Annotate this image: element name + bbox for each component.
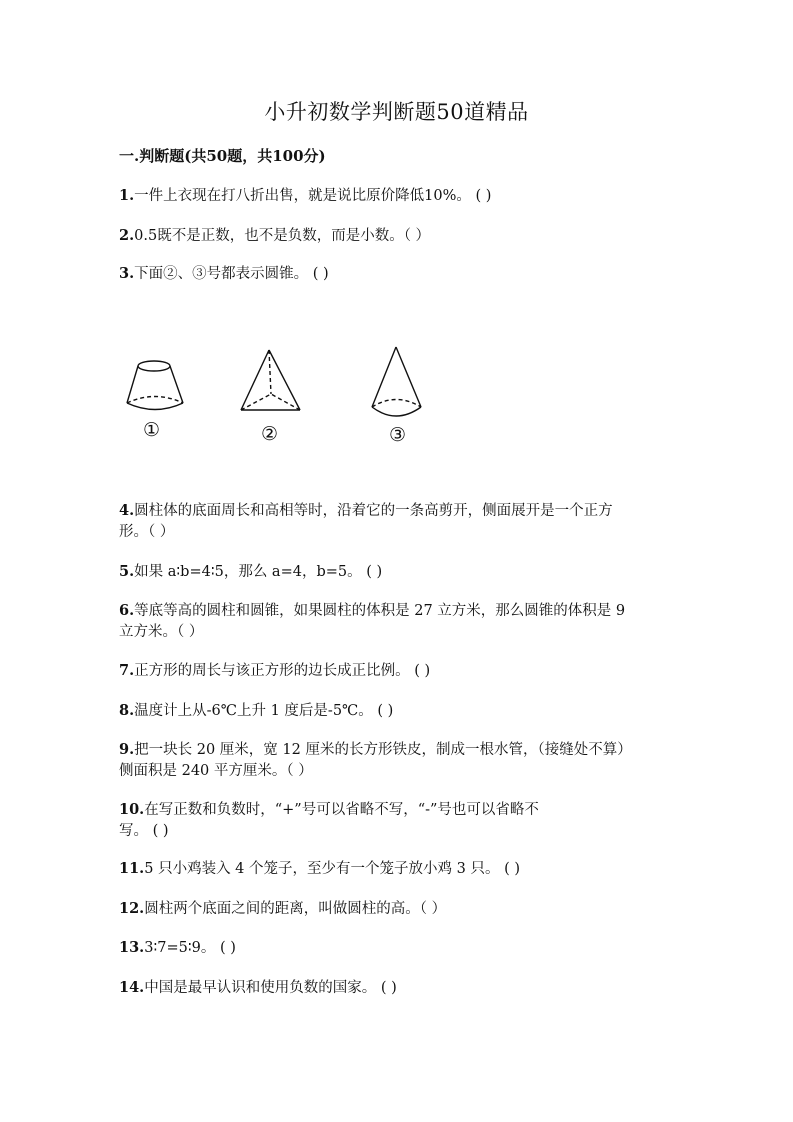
figure-label-2: ② xyxy=(261,423,279,445)
question-number: 10. xyxy=(119,801,145,818)
question-number: 6. xyxy=(119,602,135,619)
question-text-continued: 侧面积是 240 平方厘米。（ ） xyxy=(119,763,313,779)
question-text: 圆柱两个底面之间的距离，叫做圆柱的高。（ ） xyxy=(144,901,447,917)
question-text: 0.5既不是正数，也不是负数，而是小数。（ ） xyxy=(134,228,431,244)
question-text: 等底等高的圆柱和圆锥，如果圆柱的体积是 27 立方米，那么圆锥的体积是 9 xyxy=(134,603,626,619)
question-text: 一件上衣现在打八折出售，就是说比原价降低10%。 ( ) xyxy=(134,188,492,204)
question-13 xyxy=(119,937,236,959)
question-number: 4. xyxy=(119,502,135,519)
pyramid-figure xyxy=(241,350,300,410)
question-3 xyxy=(119,263,329,285)
frustum-figure xyxy=(127,361,183,410)
question-10 xyxy=(119,799,539,842)
question-text-continued: 立方米。（ ） xyxy=(119,624,204,640)
question-text: 5 只小鸡装入 4 个笼子，至少有一个笼子放小鸡 3 只。 ( ) xyxy=(144,861,520,877)
question-number: 13. xyxy=(119,939,145,956)
question-7 xyxy=(119,660,430,682)
question-number: 14. xyxy=(119,979,145,996)
question-text-continued: 写。 ( ) xyxy=(119,823,169,839)
question-text: 把一块长 20 厘米，宽 12 厘米的长方形铁皮，制成一根水管，（接缝处不算） xyxy=(134,742,632,758)
question-2 xyxy=(119,225,430,247)
page-title: 小升初数学判断题50道精品 xyxy=(264,100,529,124)
question-text: 中国是最早认识和使用负数的国家。 ( ) xyxy=(144,980,397,996)
question-text: 下面②、③号都表示圆锥。 ( ) xyxy=(134,266,329,282)
question-text: 圆柱体的底面周长和高相等时，沿着它的一条高剪开，侧面展开是一个正方 xyxy=(134,503,613,519)
question-11 xyxy=(119,858,520,880)
question-number: 8. xyxy=(119,702,135,719)
question-6 xyxy=(119,600,625,643)
question-number: 12. xyxy=(119,900,145,917)
question-text: 温度计上从-6℃上升 1 度后是-5℃。 ( ) xyxy=(134,703,394,719)
question-number: 5. xyxy=(119,563,135,580)
question-number: 7. xyxy=(119,662,135,679)
question-text: 在写正数和负数时，“+”号可以省略不写，“-”号也可以省略不 xyxy=(144,802,539,818)
figure-label-3: ③ xyxy=(389,424,407,446)
figure-label-1: ① xyxy=(143,419,161,441)
question-5 xyxy=(119,561,382,583)
question-number: 2. xyxy=(119,227,135,244)
question-number: 9. xyxy=(119,741,135,758)
question-8 xyxy=(119,700,393,722)
cone-figure xyxy=(372,347,421,416)
question-9 xyxy=(119,739,632,782)
question-number: 3. xyxy=(119,265,135,282)
question-4 xyxy=(119,500,613,543)
question-text: 正方形的周长与该正方形的边长成正比例。 ( ) xyxy=(134,663,431,679)
question-text: 3∶7=5∶9。 ( ) xyxy=(144,940,236,956)
question-12 xyxy=(119,898,446,920)
question-3-figures xyxy=(110,330,470,460)
question-text: 如果 a∶b=4∶5，那么 a=4，b=5。 ( ) xyxy=(134,564,383,580)
question-text-continued: 形。（ ） xyxy=(119,524,175,540)
section-heading: 一.判断题(共50题，共100分) xyxy=(119,147,326,165)
question-number: 11. xyxy=(119,860,145,877)
question-1 xyxy=(119,185,491,207)
question-number: 1. xyxy=(119,187,135,204)
question-14 xyxy=(119,977,397,999)
